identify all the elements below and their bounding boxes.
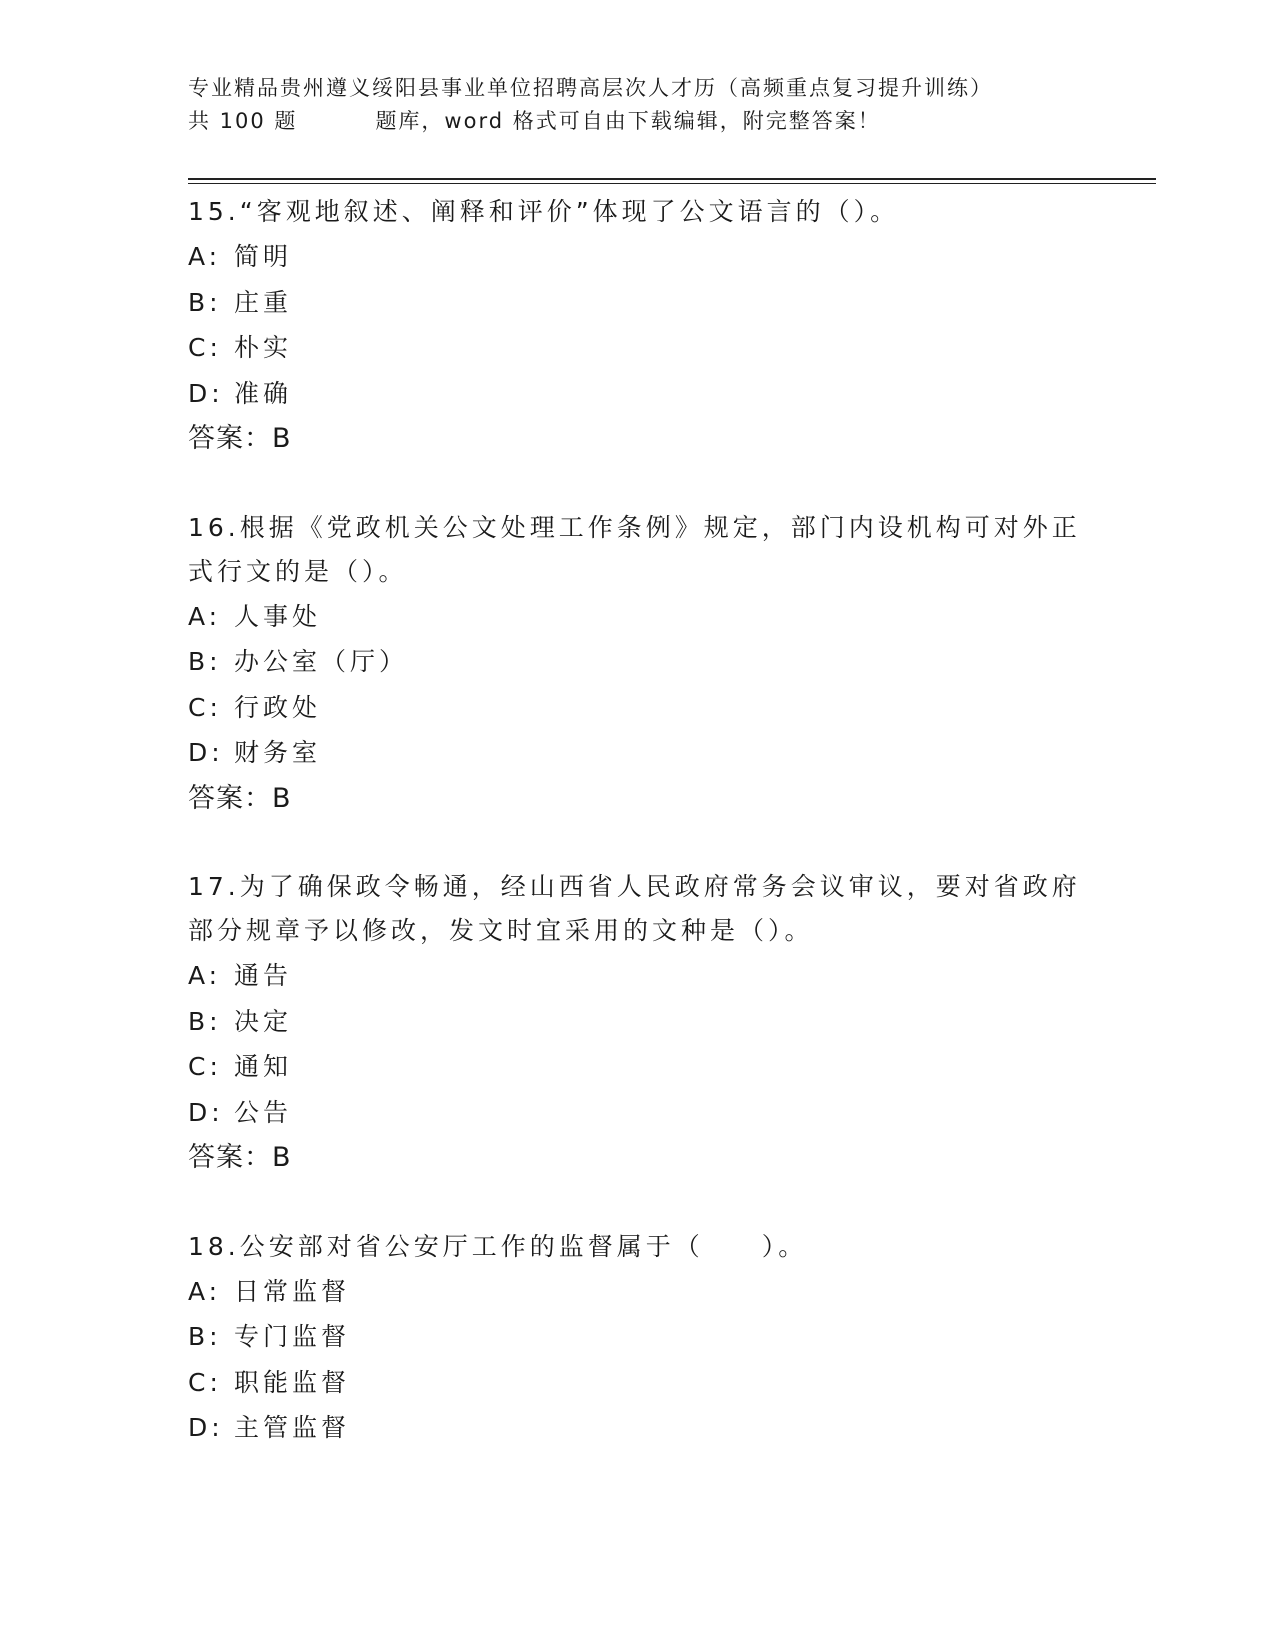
option-d (188, 730, 1088, 776)
option-c (188, 1360, 1088, 1406)
question-stem: 18.公安部对省公安厅工作的监督属于（ ）。 (188, 1231, 808, 1261)
option-letter: B: (188, 1006, 222, 1036)
option-letter: A: (188, 1276, 222, 1306)
option-letter: B: (188, 287, 222, 317)
header-divider-thick (188, 178, 1156, 180)
header-subtitle (188, 105, 1148, 138)
answer-line: 答案：B (188, 423, 292, 454)
option-text: 通知 (234, 1052, 293, 1081)
option-letter: C: (188, 1052, 222, 1081)
option-text: 财务室 (234, 738, 322, 767)
option-text: 决定 (234, 1006, 293, 1036)
option-a (188, 234, 1088, 280)
option-b (188, 999, 1088, 1045)
question-18 (188, 1225, 1088, 1451)
option-letter: D: (188, 738, 224, 767)
option-text: 准确 (234, 378, 293, 408)
option-letter: A: (188, 601, 222, 631)
option-text: 职能监督 (234, 1367, 351, 1397)
question-stem: 17.为了确保政令畅通，经山西省人民政府常务会议审议，要对省政府部分规章予以修改，发文时宜采用的文种是（）。 (188, 872, 1081, 945)
option-letter: B: (188, 1322, 222, 1351)
header-question-count: 共 100 题 (188, 109, 298, 133)
option-c (188, 1044, 1088, 1090)
question-stem: 16.根据《党政机关公文处理工作条例》规定，部门内设机构可对外正式行文的是（）。 (188, 512, 1081, 586)
option-text: 通告 (234, 961, 293, 990)
option-d (188, 371, 1088, 417)
question-15 (188, 190, 1088, 462)
option-letter: B: (188, 647, 222, 676)
option-text: 朴实 (234, 333, 293, 362)
header-title: 专业精品贵州遵义绥阳县事业单位招聘高层次人才历（高频重点复习提升训练） (188, 76, 993, 100)
option-letter: D: (188, 378, 224, 408)
option-text: 专门监督 (234, 1322, 351, 1351)
option-text: 行政处 (234, 692, 322, 722)
option-letter: C: (188, 692, 222, 722)
option-text: 日常监督 (234, 1276, 351, 1306)
document-header (188, 72, 1148, 138)
option-letter: A: (188, 242, 222, 271)
header-divider-thin (188, 183, 1156, 184)
option-letter: D: (188, 1413, 224, 1442)
option-text: 办公室（厅） (234, 647, 409, 676)
option-letter: A: (188, 961, 222, 990)
option-text: 简明 (234, 242, 293, 271)
option-d (188, 1405, 1088, 1451)
option-text: 公告 (234, 1097, 293, 1127)
question-list (188, 190, 1088, 1495)
question-17 (188, 865, 1088, 1181)
option-text: 人事处 (234, 601, 322, 631)
option-a (188, 594, 1088, 640)
question-16 (188, 506, 1088, 822)
option-letter: C: (188, 1367, 222, 1397)
option-text: 庄重 (234, 287, 293, 317)
answer-line: 答案：B (188, 782, 292, 814)
option-c (188, 685, 1088, 731)
option-text: 主管监督 (234, 1413, 351, 1442)
option-c (188, 325, 1088, 371)
option-letter: D: (188, 1097, 224, 1127)
option-letter: C: (188, 333, 222, 362)
option-a (188, 953, 1088, 999)
header-description: 题库，word 格式可自由下载编辑，附完整答案！ (375, 109, 881, 133)
option-b (188, 1314, 1088, 1360)
question-stem: 15.“客观地叙述、阐释和评价”体现了公文语言的（）。 (188, 197, 900, 226)
option-a (188, 1269, 1088, 1315)
option-b (188, 639, 1088, 685)
answer-line: 答案：B (188, 1142, 292, 1173)
option-d (188, 1090, 1088, 1136)
option-b (188, 280, 1088, 326)
